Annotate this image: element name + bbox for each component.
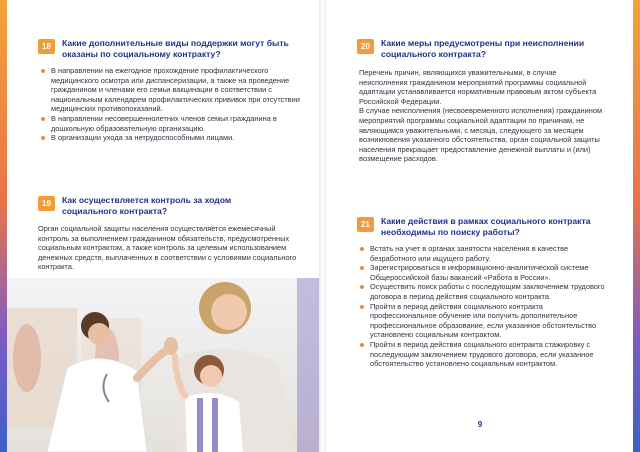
section-title: Какие действия в рамках социального контракта необходимы по поиску работы?	[381, 216, 591, 237]
book-gutter	[319, 0, 326, 452]
section-text	[359, 68, 607, 164]
page-number: 9	[477, 420, 483, 429]
left-edge-gradient	[0, 0, 7, 452]
section-number-badge: 18	[38, 39, 55, 54]
section-title: Как осуществляется контроль за ходом социального контракта?	[62, 195, 232, 216]
paragraph: В случае неисполнения (несвоевременного исполнения) гражданином мероприятий программы социальной адаптации по причинам, не являющимся уважительными, с месяца, следующего за месяцем возникновения указанного обстоятельства, орган социальной защиты населения прекращает предоставление денежной выплаты и (или) возмещение расходов.	[359, 106, 603, 164]
section-number-badge: 21	[357, 217, 374, 232]
section-20	[357, 38, 615, 164]
section-number-badge: 20	[357, 39, 374, 54]
list-item: Встать на учет в органах занятости населения в качестве безработного или ищущего работу.	[359, 244, 607, 263]
list-item: В направлении на ежегодное прохождение профилактического медицинского осмотра или диспансеризации, а также на проведение гражданином и членами его семьи вакцинации в соответствии с национальным календарем профилактических прививок при отсутствии медицинских противопоказаний.	[40, 66, 306, 114]
bullet-list	[40, 66, 306, 143]
section-title: Какие меры предусмотрены при неисполнении социального контракта?	[381, 38, 585, 59]
bullet-list	[359, 244, 607, 369]
list-item: В направлении несовершеннолетних членов семьи гражданина в дошкольную образовательную организацию.	[40, 114, 306, 133]
section-21	[357, 216, 615, 369]
list-item: В организации ухода за нетрудоспособными лицами.	[40, 133, 306, 143]
section-number-badge: 19	[38, 196, 55, 211]
doctor-child-photo	[7, 278, 319, 452]
list-item: Зарегистрироваться в информационно-аналитической системе Общероссийской базы вакансий «Работа в России».	[359, 263, 607, 282]
list-item: Осуществить поиск работы с последующим заключением трудового договора в период действия социального контракта.	[359, 282, 607, 301]
photo-illustration	[7, 278, 319, 452]
paragraph: Перечень причин, являющихся уважительными, в случае неисполнения гражданином мероприятий программы социальной адаптации устанавливается нормативным правовым актом субъекта Российской Федерации.	[359, 68, 597, 106]
section-18	[38, 38, 306, 143]
list-item: Пройти в период действия социального контракта профессиональное обучение или получить дополнительное профессиональное образование, если указанное обстоятельство установлено социальным контрактом.	[359, 302, 607, 340]
section-text: Орган социальной защиты населения осуществляется ежемесячный контроль за выполнением гражданином обязательств, предусмотренных социальным контрактом, а также контроль за целевым использованием денежных средств, выплаченных в соответствии с условиями социального контракта.	[38, 224, 297, 272]
section-title: Какие дополнительные виды поддержки могут быть оказаны по социальному контракту?	[62, 38, 289, 59]
section-19	[38, 195, 302, 272]
right-edge-gradient	[633, 0, 640, 452]
list-item: Пройти в период действия социального контракта стажировку с последующим заключением трудового договора, если указанное обстоятельство установлено социальным контрактом.	[359, 340, 607, 369]
